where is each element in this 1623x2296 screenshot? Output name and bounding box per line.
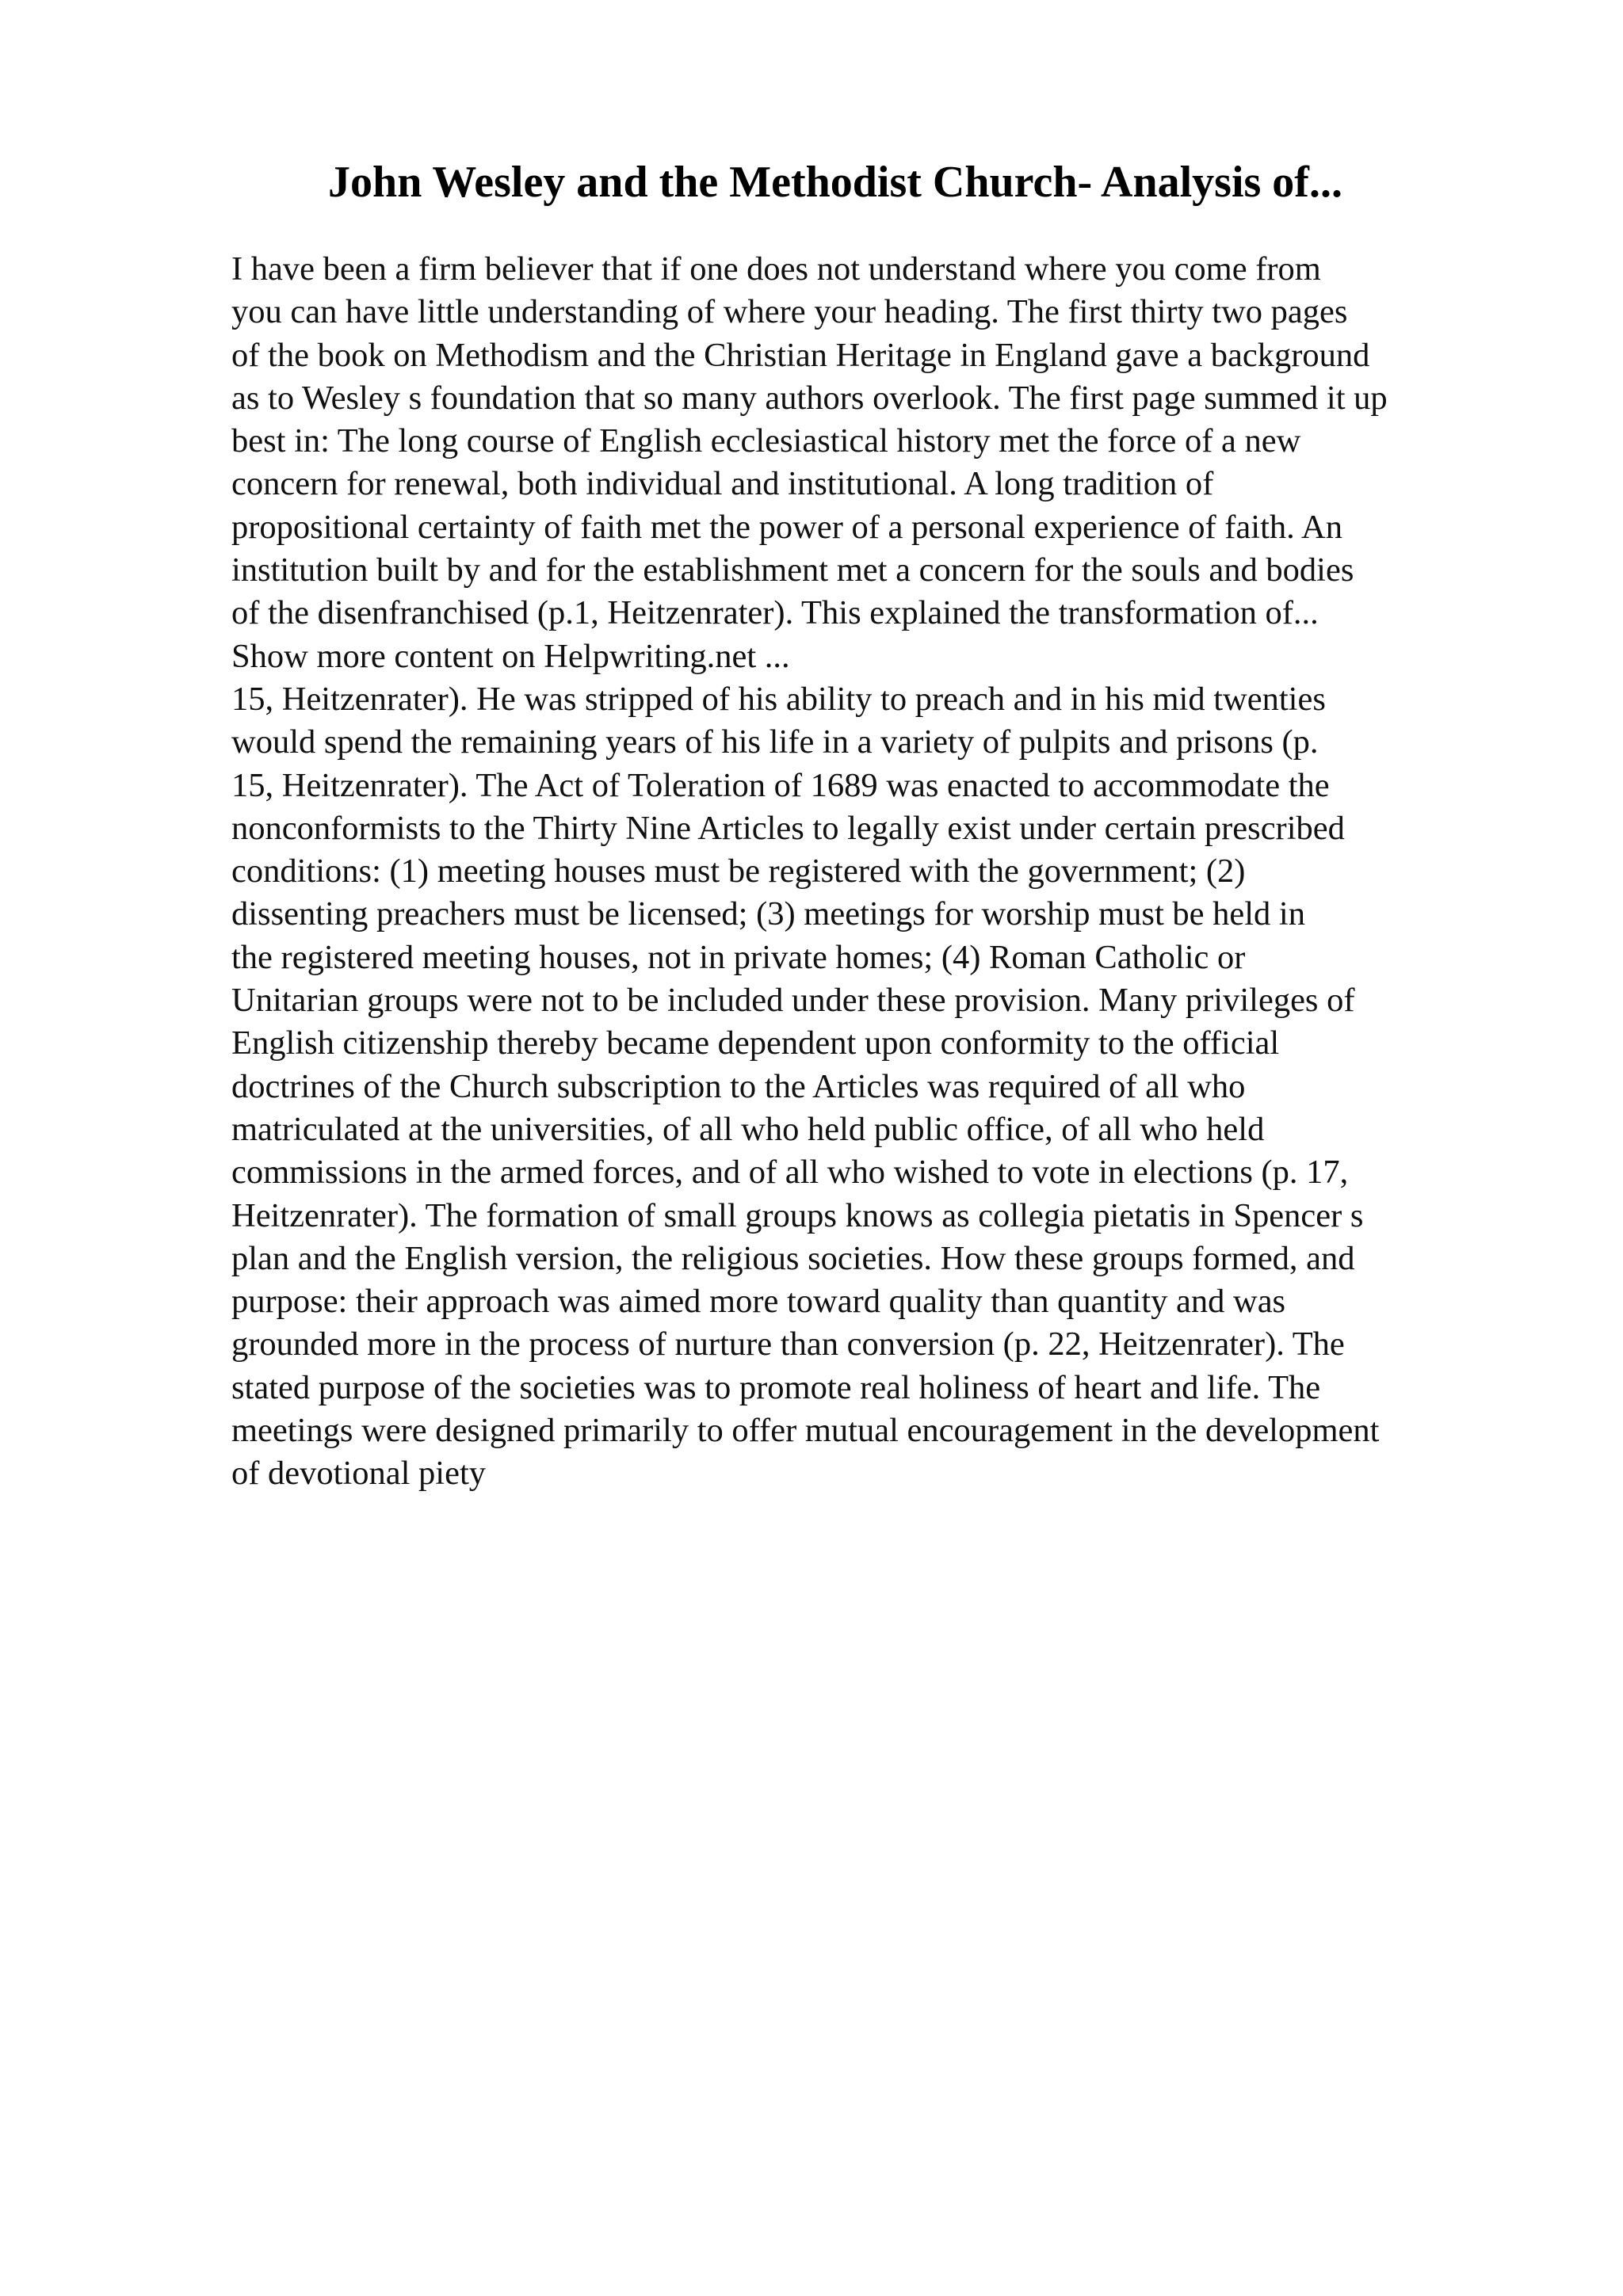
body-line: dissenting preachers must be licensed; (3) meetings for worship must be held in: [231, 895, 1305, 933]
body-line: concern for renewal, both individual and institutional. A long tradition of: [231, 465, 1214, 503]
body-line: 15, Heitzenrater). He was stripped of his ability to preach and in his mid twenties: [231, 680, 1326, 718]
body-line: of the disenfranchised (p.1, Heitzenrater). This explained the transformation of...: [231, 594, 1319, 632]
body-line: 15, Heitzenrater). The Act of Toleration of 1689 was enacted to accommodate the: [231, 766, 1330, 804]
body-line: commissions in the armed forces, and of all who wished to vote in elections (p. 17,: [231, 1154, 1349, 1192]
body-line: meetings were designed primarily to offer mutual encouragement in the development: [231, 1412, 1380, 1450]
body-line: purpose: their approach was aimed more toward quality than quantity and was: [231, 1283, 1286, 1321]
body-line: I have been a firm believer that if one does not understand where you come from: [231, 250, 1321, 288]
document-body: [231, 248, 1594, 1496]
show-more-line: Show more content on Helpwriting.net ...: [231, 637, 790, 675]
body-line: institution built by and for the establishment met a concern for the souls and bodies: [231, 551, 1354, 589]
body-line: of devotional piety: [231, 1455, 487, 1493]
body-line: of the book on Methodism and the Christian Heritage in England gave a background: [231, 336, 1370, 374]
body-line: doctrines of the Church subscription to the Articles was required of all who: [231, 1067, 1246, 1105]
body-line: Heitzenrater). The formation of small groups knows as collegia pietatis in Spencer s: [231, 1196, 1364, 1234]
body-line: conditions: (1) meeting houses must be registered with the government; (2): [231, 852, 1246, 891]
body-line: grounded more in the process of nurture than conversion (p. 22, Heitzenrater). The: [231, 1325, 1345, 1363]
document-title: John Wesley and the Methodist Church- Analysis of...: [328, 158, 1342, 207]
body-line: the registered meeting houses, not in private homes; (4) Roman Catholic or: [231, 938, 1246, 976]
body-line: you can have little understanding of where your heading. The first thirty two pages: [231, 293, 1348, 331]
body-line: would spend the remaining years of his life in a variety of pulpits and prisons (p.: [231, 723, 1319, 761]
body-line: stated purpose of the societies was to promote real holiness of heart and life. The: [231, 1368, 1321, 1406]
body-line: plan and the English version, the religious societies. How these groups formed, and: [231, 1239, 1355, 1277]
body-line: nonconformists to the Thirty Nine Articles to legally exist under certain prescribed: [231, 809, 1345, 847]
body-line: matriculated at the universities, of all who held public office, of all who held: [231, 1110, 1265, 1148]
body-line: English citizenship thereby became dependent upon conformity to the official: [231, 1024, 1280, 1062]
body-line: Unitarian groups were not to be included under these provision. Many privileges of: [231, 982, 1355, 1020]
body-line: as to Wesley s foundation that so many authors overlook. The first page summed it up: [231, 379, 1388, 417]
body-line: propositional certainty of faith met the power of a personal experience of faith. An: [231, 508, 1343, 546]
body-line: best in: The long course of English ecclesiastical history met the force of a new: [231, 422, 1301, 460]
